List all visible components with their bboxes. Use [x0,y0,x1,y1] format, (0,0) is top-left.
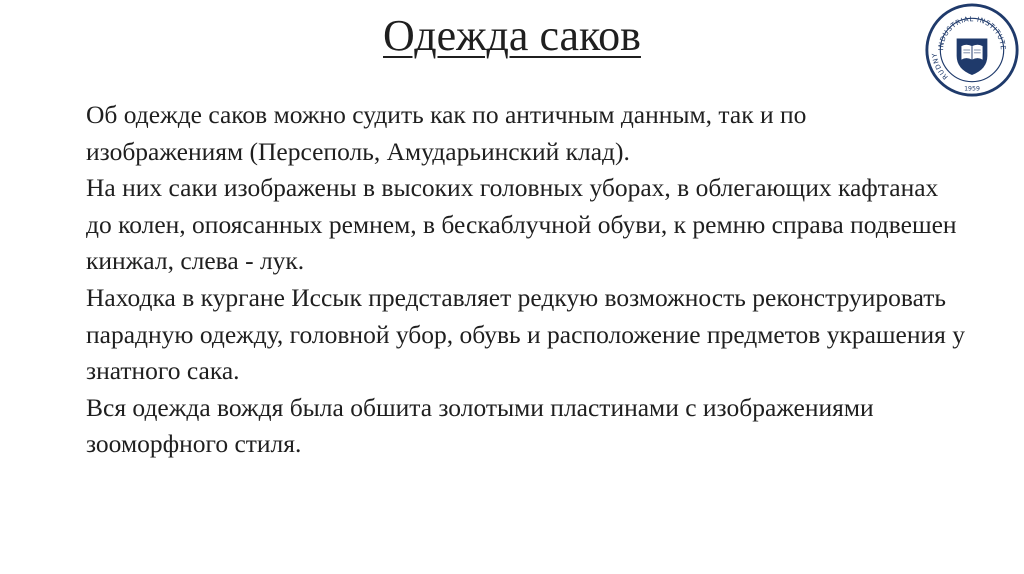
logo-top-text: INDUSTRIAL INSTITUTE [937,15,1007,51]
paragraph-sources: Об одежде саков можно судить как по античным данным, так и по изображениям (Персеполь, Амударьинский клад). [86,100,807,166]
logo-year: 1959 [964,85,980,93]
slide-title: Одежда саков [383,11,641,60]
paragraph-gold-plates: Вся одежда вождя была обшита золотыми пластинами с изображениями зооморфного стиля. [86,392,874,459]
slide-body [86,97,966,463]
paragraph-issyk-find: Находка в кургане Иссык представляет редкую возможность реконструировать парадную одежду, головной убор, обувь и расположение предметов украшения у знатного сака. [86,282,966,386]
institute-logo [924,2,1020,98]
logo-side-text: RUDNY [930,52,950,82]
paragraph-depiction: На них саки изображены в высоких головных уборах, в облегающих кафтанах до колен, опоясанных ремнем, в бескаблучной обуви, к ремню справа подвешен кинжал, слева - лук. [86,173,957,276]
